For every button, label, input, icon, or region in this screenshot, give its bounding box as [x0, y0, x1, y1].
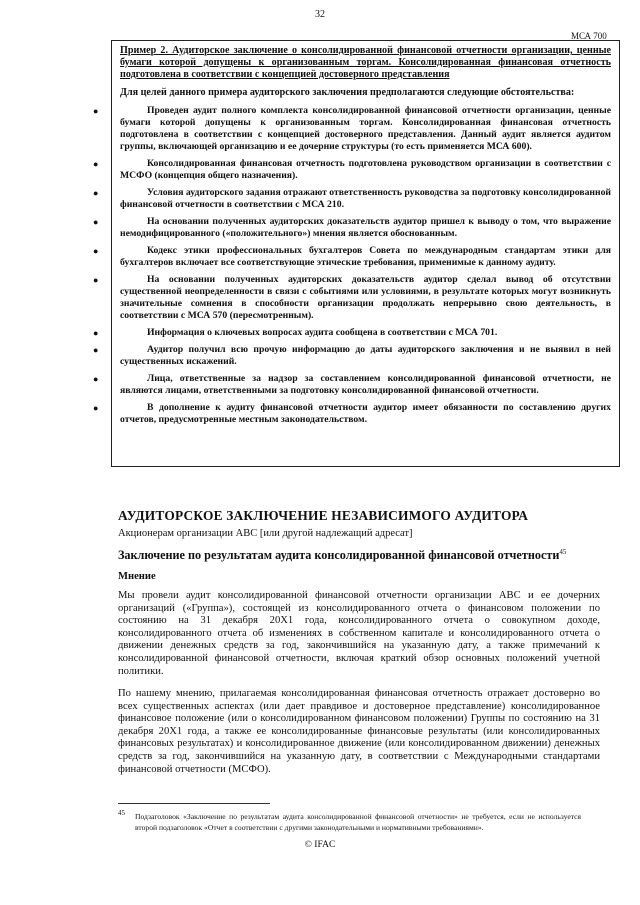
example-box	[93, 40, 620, 467]
opinion-paragraph: Мы провели аудит консолидированной финансовой отчетности организации АВС и ее дочерних организаций («Группа»), состоящей из консолидированного отчета о финансовом положении по состоянию на 31 декабря 20Х1 года, консолидированного отчета о совокупном доходе, консолидированного отчета об изменениях в собственном капитале и консолидированного отчета о движении денежных средств за год, закончившийся на указанную дату, а также примечаний к консолидированной финансовой отчетности, включая краткий обзор основных положений учетной политики.	[118, 590, 600, 677]
list-item: ● На основании полученных аудиторских доказательств аудитор пришел к выводу о том, что выражение немодифицированного («положительного») мнения является обоснованным.	[93, 216, 611, 239]
report-title: АУДИТОРСКОЕ ЗАКЛЮЧЕНИЕ НЕЗАВИСИМОГО АУДИТОРА	[118, 508, 529, 523]
copyright-footer: © IFAC	[304, 839, 336, 850]
bullet-icon: ●	[93, 159, 99, 169]
bullet-icon: ●	[93, 246, 99, 256]
list-item: ● Условия аудиторского задания отражают ответственность руководства за подготовку консолидированной финансовой отчетности в соответствии с МСА 210.	[93, 187, 612, 210]
list-item: ● Проведен аудит полного комплекта консолидированной финансовой отчетности организации, ценные бумаги которой допущены к организованным торгам. Консолидированная финансовая отчетность подготовлена в соответствии с концепцией достоверного представления. Данный аудит является аудитом группы, включающей организацию и ее дочерние структуры (то есть применяется МСА 600).	[93, 105, 611, 152]
example-title: Пример 2. Аудиторское заключение о консолидированной финансовой отчетности организации, ценные бумаги которой допущены к организованным торгам. Консолидированная финансовая отчетность подготовлена в соответствии с концепцией достоверного представления	[120, 45, 611, 80]
section-heading-text: Заключение по результатам аудита консолидированной финансовой отчетности	[118, 548, 560, 563]
footnote-text: Подзаголовок «Заключение по результатам аудита консолидированной финансовой отчетности» не требуется, если не используется второй подзаголовок «Отчет в соответствии с другими законодательными и нормативными требованиями».	[135, 812, 581, 832]
bullet-icon: ●	[93, 345, 99, 355]
list-item: ● На основании полученных аудиторских доказательств аудитор сделал вывод об отсутствии существенной неопределенности в связи с событиями или условиями, в результате которых могут возникнуть значительные сомнения в способности организации продолжать непрерывно свою деятельность, в соответствии с МСА 570 (пересмотренным).	[93, 274, 611, 321]
list-item: ● Аудитор получил всю прочую информацию до даты аудиторского заключения и не выявил в ней существенных искажений.	[93, 344, 611, 367]
page-number: 32	[315, 9, 325, 20]
bullet-icon: ●	[93, 328, 99, 338]
list-item: ● Консолидированная финансовая отчетность подготовлена руководством организации в соответствии с МСФО (концепция общего назначения).	[93, 158, 611, 181]
standard-label: МСА 700	[571, 31, 607, 41]
example-intro: Для целей данного примера аудиторского заключения предполагаются следующие обстоятельства:	[120, 87, 575, 98]
bullet-icon: ●	[93, 188, 99, 198]
opinion-paragraph: По нашему мнению, прилагаемая консолидированная финансовая отчетность отражает достоверно во всех существенных аспектах (или дает правдивое и достоверное представление) консолидированное финансовое положение (или о консолидированном финансовом положении) Группы по состоянию на 31 декабря 20Х1 года, а также ее консолидированные финансовые результаты (или консолидированных финансовых результатах) и консолидированное движение (или консолидированном движении) денежных средств за год, закончившийся на указанную дату, в соответствии с Международными стандартами финансовой отчетности (МСФО).	[118, 688, 600, 775]
footnote-reference: 45	[559, 548, 567, 556]
opinion-heading: Мнение	[118, 571, 156, 582]
bullet-icon: ●	[93, 275, 99, 285]
list-item: ● В дополнение к аудиту финансовой отчетности аудитор имеет обязанности по составлению других отчетов, предусмотренные местным законодательством.	[93, 402, 611, 425]
footnote-number: 45	[118, 809, 125, 817]
bullet-icon: ●	[93, 217, 99, 227]
footnote-divider	[118, 803, 270, 804]
list-item: ● Кодекс этики профессиональных бухгалтеров Совета по международным стандартам этики для бухгалтеров включает все соответствующие этические требования, применимые к данному аудиту.	[93, 245, 611, 268]
list-item: ● Лица, ответственные за надзор за составлением консолидированной финансовой отчетности, не являются лицами, ответственными за подготовку консолидированной финансовой отчетности.	[93, 373, 611, 396]
bullet-icon: ●	[93, 403, 99, 413]
bullet-icon: ●	[93, 374, 99, 384]
list-item: ● Информация о ключевых вопросах аудита сообщена в соответствии с МСА 701.	[93, 327, 498, 338]
assumptions-list	[93, 105, 612, 426]
section-heading	[118, 548, 566, 563]
bullet-icon: ●	[93, 106, 99, 116]
report-addressee: Акционерам организации АВС [или другой надлежащий адресат]	[118, 528, 413, 539]
